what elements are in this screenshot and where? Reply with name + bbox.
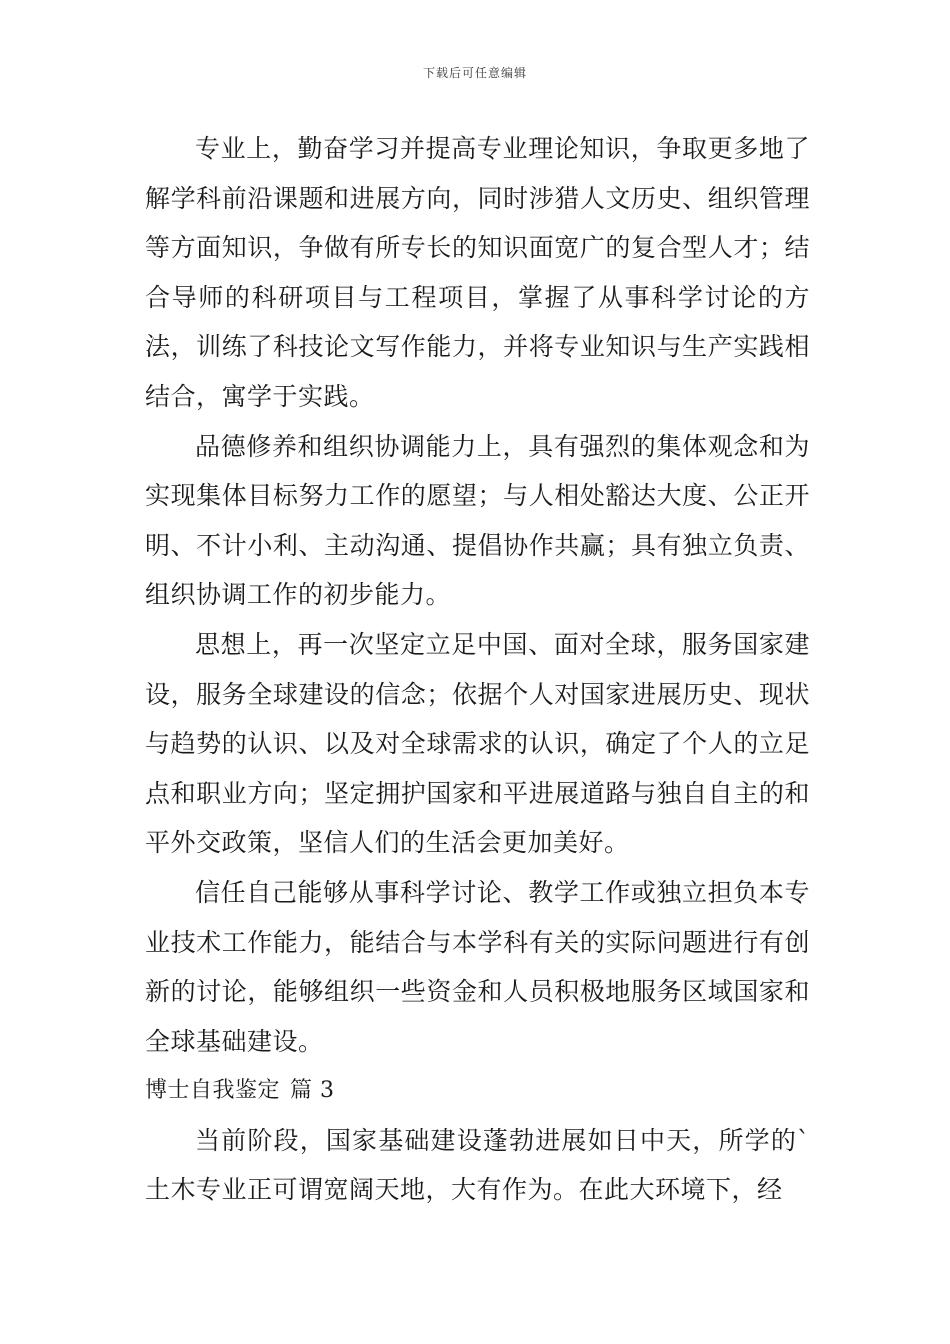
paragraph-confidence: 信任自己能够从事科学讨论、教学工作或独立担负本专业技术工作能力，能结合与本学科有关的实际问题进行有创新的讨论，能够组织一些资金和人员积极地服务区域国家和全球基础建设。 <box>145 877 810 1056</box>
paragraph-professional: 专业上，勤奋学习并提高专业理论知识，争取更多地了解学科前沿课题和进展方向，同时涉猎人文历史、组织管理等方面知识，争做有所专长的知识面宽广的复合型人才；结合导师的科研项目与工程项目，掌握了从事科学讨论的方法，训练了科技论文写作能力，并将专业知识与生产实践相结合，寓学于实践。 <box>145 134 810 411</box>
paragraph-character: 品德修养和组织协调能力上，具有强烈的集体观念和为实现集体目标努力工作的愿望；与人相处豁达大度、公正开明、不计小利、主动沟通、提倡协作共赢；具有独立负责、组织协调工作的初步能力。 <box>145 431 810 610</box>
paragraph-ideology: 思想上，再一次坚定立足中国、面对全球，服务国家建设，服务全球建设的信念；依据个人对国家进展历史、现状与趋势的认识、以及对全球需求的认识，确定了个人的立足点和职业方向；坚定拥护国家和平进展道路与独自自主的和平外交政策，坚信人们的生活会更加美好。 <box>145 629 810 858</box>
section-number: 篇 3 <box>290 1078 335 1104</box>
document-body <box>145 124 810 1215</box>
page-header: 下载后可任意编辑 <box>422 66 527 80</box>
paragraph-current-stage: 当前阶段，国家基础建设蓬勃进展如日中天，所学的`土木专业正可谓宽阔天地，大有作为。在此大环境下，经 <box>145 1125 810 1205</box>
section-heading <box>145 1066 810 1116</box>
section-title: 博士自我鉴定 <box>145 1078 281 1104</box>
